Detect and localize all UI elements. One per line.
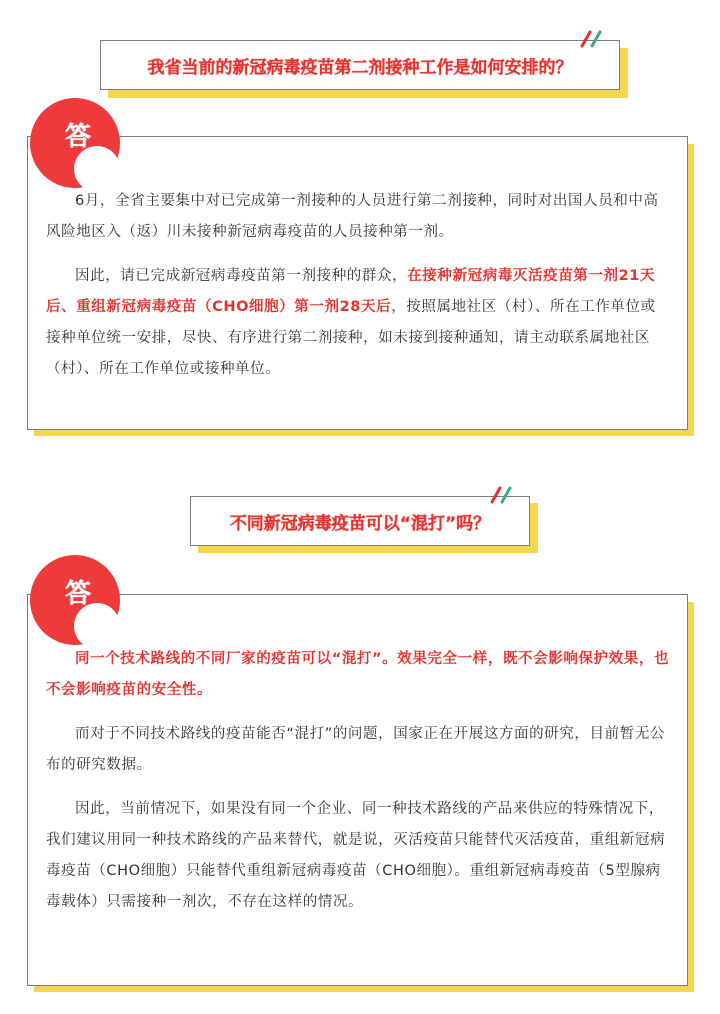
question-1-title: 我省当前的新冠病毒疫苗第二剂接种工作是如何安排的？ bbox=[147, 57, 573, 78]
answer-1-p2-tail: ，按照属地社区（村）、所在工作单位或接种单位统一安排，尽快、有序进行第二剂接种，如未接到接种通知，请主动联系属地社区（村）、所在工作单位或接种单位。 bbox=[46, 299, 656, 377]
answer-2-paragraph-2: 而对于不同技术路线的疫苗能否“混打”的问题，国家正在开展这方面的研究，目前暂无公布的研究数据。 bbox=[46, 726, 666, 773]
answer-2-body bbox=[46, 644, 670, 931]
answer-1-p2-lead: 因此，请已完成新冠病毒疫苗第一剂接种的群众， bbox=[75, 268, 408, 284]
answer-2-badge bbox=[30, 555, 120, 645]
question-1-box bbox=[100, 40, 620, 90]
red-green-slashes-icon bbox=[578, 28, 606, 50]
question-2-title: 不同新冠病毒疫苗可以“混打”吗？ bbox=[229, 513, 491, 534]
answer-2-badge-label: 答 bbox=[64, 579, 91, 609]
answer-2-paragraph-1: 同一个技术路线的不同厂家的疫苗可以“混打”。效果完全一样，既不会影响保护效果，也不会影响疫苗的安全性。 bbox=[46, 651, 670, 698]
answer-1-p2-highlight: 在接种新冠病毒灭活疫苗第一剂21天后、重组新冠病毒疫苗（CHO细胞）第一剂28天后 bbox=[46, 268, 656, 315]
answer-1-badge-label: 答 bbox=[64, 122, 91, 152]
answer-1-badge bbox=[30, 98, 120, 188]
answer-2-paragraph-3: 因此，当前情况下，如果没有同一个企业、同一种技术路线的产品来供应的特殊情况下，我们建议用同一种技术路线的产品来替代，就是说，灭活疫苗只能替代灭活疫苗，重组新冠病毒疫苗（CHO细胞）只能替代重组新冠病毒疫苗（CHO细胞）。重组新冠病毒疫苗（5型腺病毒载体）只需接种一剂次，不存在这样的情况。 bbox=[46, 801, 666, 910]
answer-1-paragraph-1: 6月，全省主要集中对已完成第一剂接种的人员进行第二剂接种，同时对出国人员和中高风险地区入（返）川未接种新冠病毒疫苗的人员接种第一剂。 bbox=[46, 193, 659, 240]
answer-1-body bbox=[46, 186, 670, 398]
question-2-box bbox=[190, 496, 530, 546]
answer-1-paragraph-2 bbox=[46, 261, 670, 385]
red-green-slashes-icon bbox=[488, 484, 516, 506]
